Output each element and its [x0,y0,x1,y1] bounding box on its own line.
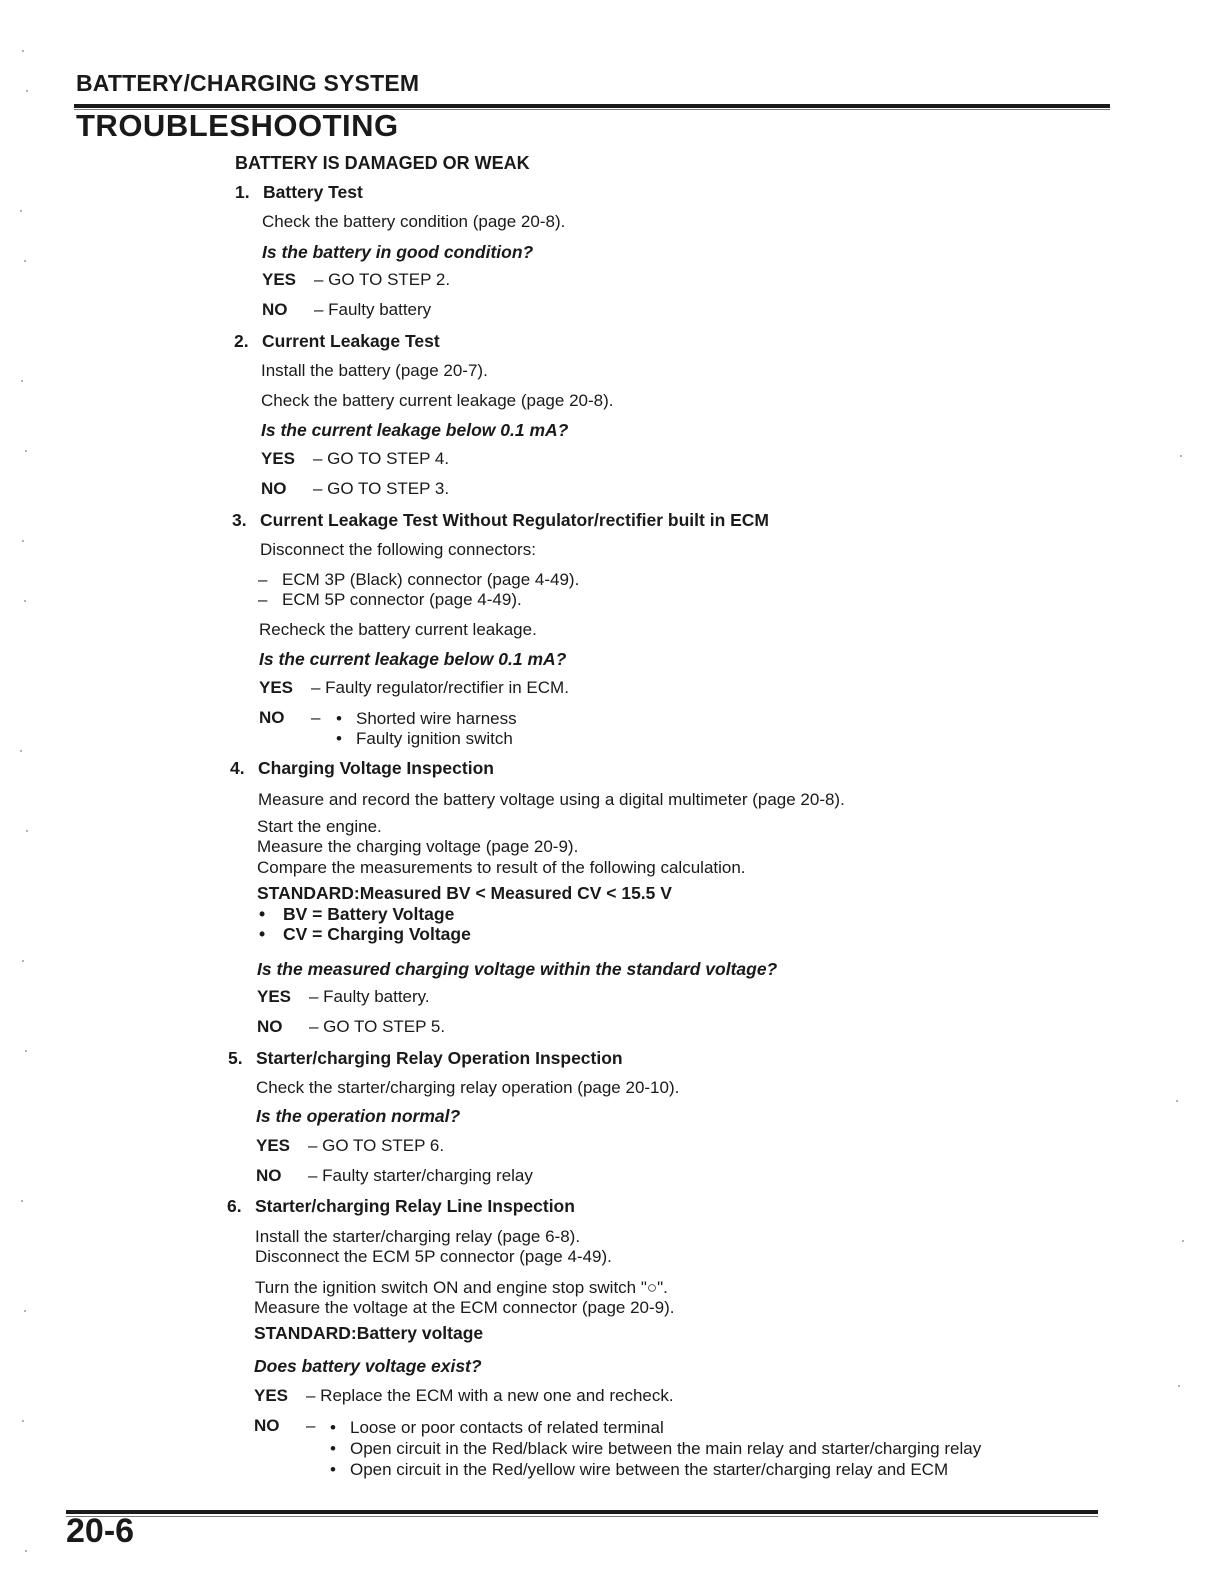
step-6-question: Does battery voltage exist? [254,1356,482,1376]
step-5-heading [228,1048,623,1069]
yes-label: YES [254,1386,289,1405]
step-2-number: 2. [234,331,249,351]
page-title: TROUBLESHOOTING [76,108,399,143]
connector-item: ECM 5P connector (page 4-49). [282,590,522,609]
step-6-no [254,1416,315,1436]
no-dash: – [311,708,321,727]
page-number: 20-6 [66,1512,135,1550]
step-6-yes [254,1386,674,1406]
yes-result: – GO TO STEP 4. [313,449,450,468]
step-3-title: Current Leakage Test Without Regulator/rectifier built in ECM [260,510,770,530]
step-3-text: Disconnect the following connectors: [260,540,536,559]
step-4-title: Charging Voltage Inspection [258,758,494,778]
step-4-text: Compare the measurements to result of the following calculation. [257,858,746,877]
no-result: – Faulty starter/charging relay [308,1166,533,1185]
step-6-heading [227,1196,575,1217]
list-item: • Faulty ignition switch [336,729,513,748]
step-5-no [256,1166,533,1186]
list-item: • Open circuit in the Red/black wire between the main relay and starter/charging relay [330,1439,982,1458]
step-3-heading [232,510,769,531]
yes-label: YES [262,270,297,289]
step-2-heading [234,331,440,352]
no-result: – GO TO STEP 5. [309,1017,446,1036]
yes-result: – GO TO STEP 2. [314,270,451,289]
cause-item: Shorted wire harness [356,709,517,728]
step-3-question: Is the current leakage below 0.1 mA? [259,649,567,669]
step-3-text: Recheck the battery current leakage. [259,620,537,639]
yes-label: YES [261,449,296,468]
cause-item: Loose or poor contacts of related terminal [350,1418,664,1437]
yes-label: YES [257,987,292,1006]
step-2-text: Check the battery current leakage (page 20-8). [261,391,614,410]
step-5-text: Check the starter/charging relay operation (page 20-10). [256,1078,680,1097]
step-2-yes [261,449,449,469]
footer-rule [66,1510,1098,1514]
connector-item: ECM 3P (Black) connector (page 4-49). [282,570,580,589]
cause-item: Open circuit in the Red/black wire between the main relay and starter/charging relay [350,1439,982,1458]
yes-result: – GO TO STEP 6. [308,1136,445,1155]
cause-item: Faulty ignition switch [356,729,513,748]
list-item: • Loose or poor contacts of related terminal [330,1418,664,1437]
step-6-number: 6. [227,1196,242,1216]
step-4-heading [230,758,494,779]
step-6-standard: STANDARD:Battery voltage [254,1323,484,1343]
step-4-yes [257,987,430,1007]
step-4-no [257,1017,445,1037]
no-dash: – [306,1416,316,1435]
step-4-text: Measure and record the battery voltage using a digital multimeter (page 20-8). [258,790,845,809]
step-2-no [261,479,449,499]
step-4-text: Start the engine. [257,817,382,836]
standard-item: CV = Charging Voltage [283,924,471,944]
step-3-number: 3. [232,510,247,530]
step-6-text: Disconnect the ECM 5P connector (page 4-49). [255,1247,612,1266]
step-4-standard: STANDARD:Measured BV < Measured CV < 15.5 V [257,883,672,903]
step-1-question: Is the battery in good condition? [262,242,534,262]
yes-result: – Faulty battery. [309,987,430,1006]
step-4-text: Measure the charging voltage (page 20-9). [257,837,579,856]
problem-heading: BATTERY IS DAMAGED OR WEAK [235,153,530,173]
step-6-text: Measure the voltage at the ECM connector (page 20-9). [254,1298,675,1317]
standard-item: BV = Battery Voltage [283,904,455,924]
step-2-text: Install the battery (page 20-7). [261,361,488,380]
no-label: NO [256,1166,282,1185]
step-4-number: 4. [230,758,245,778]
step-4-question: Is the measured charging voltage within the standard voltage? [257,959,778,979]
no-label: NO [261,479,287,498]
no-label: NO [262,300,288,319]
no-label: NO [254,1416,280,1435]
step-1-number: 1. [235,182,250,202]
list-item: • BV = Battery Voltage [259,904,455,924]
step-5-number: 5. [228,1048,243,1068]
step-1-heading [235,182,363,203]
cause-item: Open circuit in the Red/yellow wire between the starter/charging relay and ECM [350,1460,949,1479]
no-label: NO [257,1017,283,1036]
no-result: – Faulty battery [314,300,432,319]
yes-label: YES [256,1136,291,1155]
step-1-title: Battery Test [263,182,363,202]
list-item: • CV = Charging Voltage [259,924,471,944]
list-item: – ECM 3P (Black) connector (page 4-49). [258,570,580,589]
step-1-text: Check the battery condition (page 20-8). [262,212,566,231]
step-6-text: Install the starter/charging relay (page 6-8). [255,1227,581,1246]
footer-rule-thin [66,1516,1098,1517]
list-item: • Open circuit in the Red/yellow wire between the starter/charging relay and ECM [330,1460,949,1479]
step-2-question: Is the current leakage below 0.1 mA? [261,420,569,440]
yes-result: – Replace the ECM with a new one and recheck. [306,1386,674,1405]
list-item: – ECM 5P connector (page 4-49). [258,590,522,609]
step-3-no [259,708,320,728]
no-label: NO [259,708,285,727]
step-6-title: Starter/charging Relay Line Inspection [255,1196,575,1216]
list-item: • Shorted wire harness [336,709,517,728]
step-5-title: Starter/charging Relay Operation Inspection [256,1048,623,1068]
yes-result: – Faulty regulator/rectifier in ECM. [311,678,569,697]
step-5-question: Is the operation normal? [256,1106,461,1126]
section-title: BATTERY/CHARGING SYSTEM [76,70,420,96]
no-result: – GO TO STEP 3. [313,479,450,498]
step-1-yes [262,270,450,290]
step-6-text: Turn the ignition switch ON and engine stop switch "○". [255,1278,668,1297]
step-1-no [262,300,431,320]
step-3-yes [259,678,569,698]
step-5-yes [256,1136,444,1156]
yes-label: YES [259,678,294,697]
step-2-title: Current Leakage Test [262,331,440,351]
